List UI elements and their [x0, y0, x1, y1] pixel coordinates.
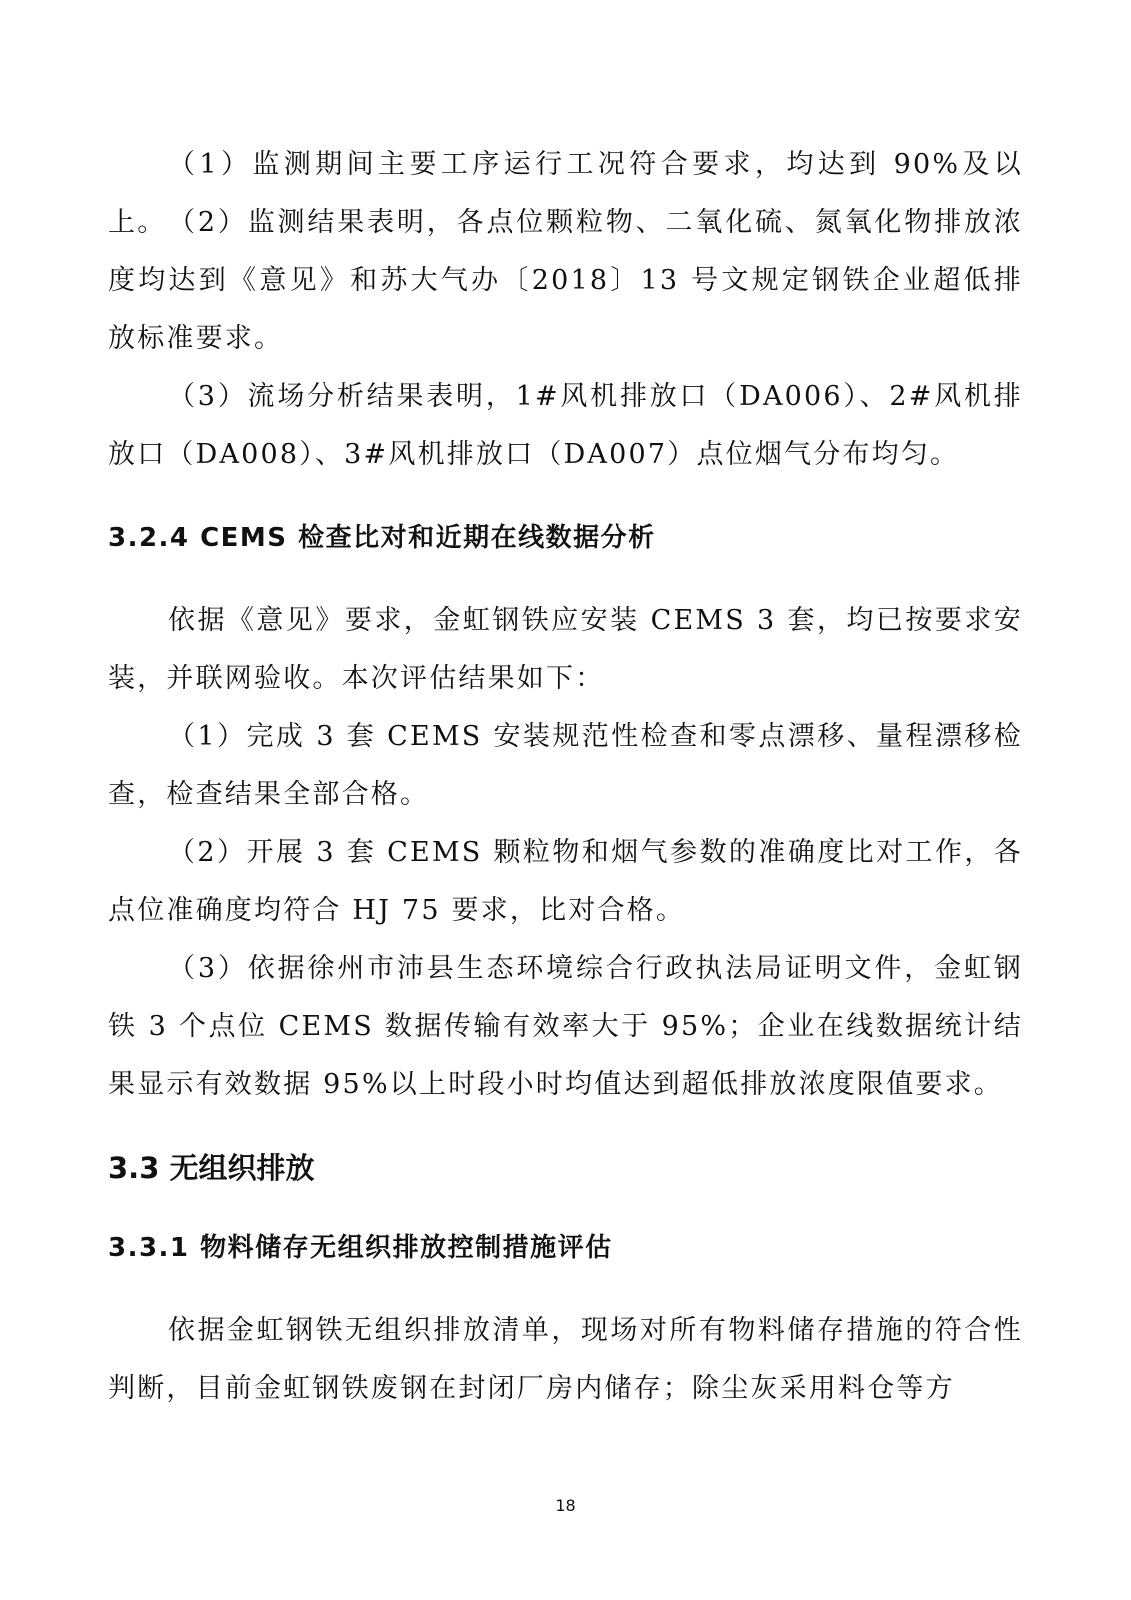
document-page: [108, 0, 1023, 1600]
paragraph-cems-accuracy: （2）开展 3 套 CEMS 颗粒物和烟气参数的准确度比对工作，各点位准确度均符合 HJ 75 要求，比对合格。: [108, 837, 1023, 926]
paragraph-cems-data-transmission: （3）依据徐州市沛县生态环境综合行政执法局证明文件，金虹钢铁 3 个点位 CEMS 数据传输有效率大于 95%；企业在线数据统计结果显示有效数据 95%以上时段小时均值达到超低排放浓度限值要求。: [108, 953, 1023, 1100]
paragraph-material-storage: 依据金虹钢铁无组织排放清单，现场对所有物料储存措施的符合性判断，目前金虹钢铁废钢在封闭厂房内储存；除尘灰采用料仓等方: [108, 1315, 1023, 1404]
paragraph-monitoring-results: （2）监测结果表明，各点位颗粒物、二氧化硫、氮氧化物排放浓度均达到《意见》和苏大气办〔2018〕13 号文规定钢铁企业超低排放标准要求。: [108, 207, 1023, 354]
section-heading-3-3-1: 3.3.1 物料储存无组织排放控制措施评估: [108, 1233, 613, 1263]
paragraph-flow-analysis: （3）流场分析结果表明，1#风机排放口（DA006）、2#风机排放口（DA008）、3#风机排放口（DA007）点位烟气分布均匀。: [108, 381, 1023, 470]
paragraph-cems-requirement: 依据《意见》要求，金虹钢铁应安装 CEMS 3 套，均已按要求安装，并联网验收。本次评估结果如下：: [108, 605, 1023, 694]
page-number: 18: [555, 1496, 576, 1515]
section-heading-3-2-4: 3.2.4 CEMS 检查比对和近期在线数据分析: [108, 523, 656, 553]
paragraph-cems-inspection: （1）完成 3 套 CEMS 安装规范性检查和零点漂移、量程漂移检查，检查结果全部合格。: [108, 721, 1023, 810]
paragraph-monitoring-conditions: （1）监测期间主要工序运行工况符合要求，均达到 90%及以上。: [108, 149, 1023, 238]
section-heading-3-3: 3.3 无组织排放: [108, 1151, 315, 1185]
